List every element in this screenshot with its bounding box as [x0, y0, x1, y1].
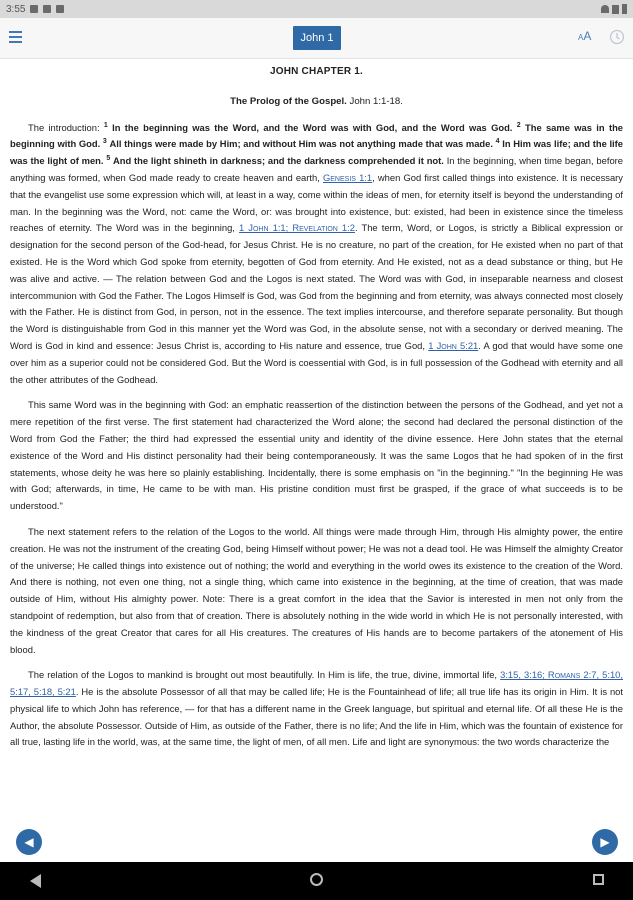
menu-icon[interactable]: [9, 31, 22, 43]
scripture-reference-link[interactable]: 1 John 5:21: [428, 339, 479, 351]
section-ref: John 1:1-18.: [349, 95, 403, 107]
chapter-select-button[interactable]: John 1: [293, 26, 341, 50]
app-bar: [0, 18, 633, 59]
scripture-reference-link[interactable]: Genesis 1:1: [322, 171, 373, 183]
font-size-icon[interactable]: AA: [578, 29, 592, 43]
commentary-paragraph: [10, 667, 623, 751]
previous-chapter-button[interactable]: ◀: [16, 829, 42, 855]
history-clock-icon[interactable]: [609, 29, 625, 45]
commentary-text: In the beginning, when time began, before anything was formed, when God made ready to create heaven and earth,: [10, 155, 623, 183]
chapter-content: [10, 62, 623, 862]
verse-number: 5: [106, 155, 111, 163]
verse-number: 1: [103, 121, 108, 129]
commentary-paragraph: This same Word was in the beginning with God: an emphatic reassertion of the distinction between the persons of the Godhead, and yet not a mere repetition of the first verse. The first statement had characterized the Word alone; the second had declared the personal distinction of the Word from God the Father; the third had expressed the essential unity and identity of the divine essence. Here John states that the eternal existence of the Word and His distinct personality had their being contemporaneously. It was the same Logos that he had spoken of in the first statements, whose deity he was here so plainly establishing. Incidentally, there is some emphasis on "in the beginning." "In the beginning He was with God; afterwards, in time, He came to be with man. His pristine condition must first be grasped, if the grace of what succeeds is to be understood.": [10, 399, 623, 512]
status-time: 3:55: [6, 3, 26, 15]
verse-text: All things were made by Him; and without Him was not anything made that was made.: [109, 138, 493, 150]
verse-text: And the light shineth in darkness; and the darkness comprehended it not.: [113, 155, 444, 167]
commentary-text: . The term, Word, or Logos, is strictly a Biblical expression or designation for the second person of the God-head, for Jesus Christ. He is no creature, no part of the creation, for He existed when no part of that existed. He is the Word which God spoke from eternity, begotten of God from eternity. And He existed, not as a dead substance or thing, but He was alive and active. — The relation between God and the Logos is next stated. The Word was with God, in inseparable nearness and closest intercommunion with God the Father. The Logos Himself is God, was God from the beginning and from eternity, was always connected most closely with the Father. He is distinct from God, in person, not in the essence. The text implies intercourse, and therefore separate personality. But though the Word is distinguishable from God in this manner yet the Word was God, in the absolute sense, not with a secondary or derived meaning. The Word is God in kind and essence: Jesus Christ is, according to His nature and essence, true God,: [10, 222, 623, 351]
commentary-paragraph: The next statement refers to the relation of the Logos to the world. All things were made through Him, through His almighty power, the entire creation. He was not the instrument of the creating God, being Himself without power; He was not a dead tool. He was Himself the almighty Creator of the universe; He called things into existence out of nothing; the world and everything in the world owes its existence to the creation of the Word. And there is nothing, not even one thing, not a single thing, which came into existence in the beginning, at the time of creation, that was made outside of Him, without His almighty power. Note: There is a great comfort in the idea that the Savior is interested in men not only from the standpoint of redemption, but also from that of creation. There is absolutely nothing in the wide world in which He is not personally interested, with the kindness of the great Creator that cares for all His creatures. The creatures of His hands are to become partakers of the atonement of His blood.: [10, 525, 623, 655]
home-icon[interactable]: [310, 873, 323, 886]
commentary-text: , when God first called things into existence. It is necessary that the evangelist use some expression which will, at least in a way, come within the ideas of men, for eternity itself is beyond the understanding of man. In the beginning was the Word, not: came the Word, or: was brought into existence, but: existed, had been in existence since the timeless reaches of eternity. The Word was in the beginning,: [10, 171, 623, 234]
commentary-text: . He is the absolute Possessor of all that may be called life; He is the Fountainhead of life; all true life has its origin in Him. It is not physical life to which John has reference, — for that has a different name in the Greek language, but spiritual and eternal life. Of all these He is the Author, the absolute Possessor. Outside of Him, as outside of the Father, there is no life; And the life in Him, which was the fountain of existence for all true, lasting life in the world, was, at the same time, the light of men, of all men. Life and light are synonymous: the two words characterize the: [10, 686, 623, 748]
verse-text: In the beginning was the Word, and the Word was with God, and the Word was God.: [112, 121, 513, 133]
section-title-text: The Prolog of the Gospel.: [230, 95, 347, 107]
notification-icon: [30, 5, 38, 13]
intro-label: The introduction:: [28, 121, 100, 133]
status-bar: [0, 0, 633, 18]
scripture-reference-link[interactable]: 3:15, 3:16; Romans 2:7, 5:10, 5:17, 5:18, 5:21: [10, 669, 623, 698]
next-chapter-button[interactable]: ▶: [592, 829, 618, 855]
battery-icon: [622, 4, 627, 14]
chapter-title: JOHN CHAPTER 1.: [269, 66, 363, 77]
commentary-text: The relation of the Logos to mankind is brought out most beautifully. In Him is life, the true, divine, immortal life,: [28, 669, 498, 681]
recents-icon[interactable]: [593, 874, 604, 885]
verse-number: 4: [495, 138, 500, 146]
system-nav-bar: [0, 862, 633, 900]
signal-icon: [612, 5, 619, 14]
settings-notification-icon: [56, 5, 64, 13]
play-store-icon: [43, 5, 51, 13]
verse-number: 2: [516, 121, 521, 129]
back-icon[interactable]: [30, 874, 41, 888]
wifi-icon: [601, 5, 609, 13]
section-title: [10, 94, 623, 111]
scripture-reference-link[interactable]: 1 John 1:1; Revelation 1:2: [239, 222, 355, 234]
status-right: [598, 4, 627, 14]
commentary-paragraph: [10, 120, 623, 389]
verse-text: The same was in the beginning with God.: [10, 121, 623, 150]
commentary-text: . A god that would have some one over him as a superior could not be considered God. But the Word is coessential with God, is in full possession of the Godhead with eternity and all the other attributes of the Godhead.: [10, 339, 623, 385]
verse-number: 3: [102, 138, 107, 146]
verse-text: In Him was life; and the life was the light of men.: [10, 138, 623, 167]
